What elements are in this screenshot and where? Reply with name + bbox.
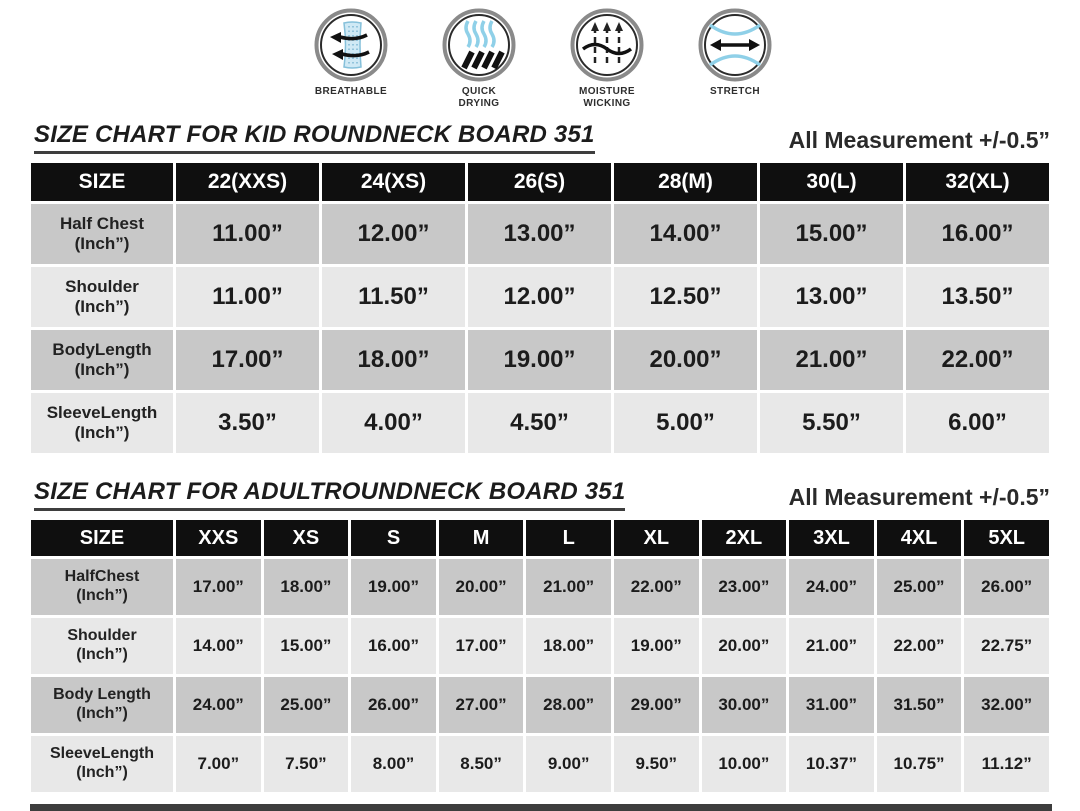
size-value-cell: 18.00” (264, 559, 349, 615)
size-value-cell: 4.00” (322, 393, 465, 453)
column-header: 2XL (702, 520, 787, 556)
quick-drying-icon (441, 7, 517, 83)
size-value-cell: 15.00” (760, 204, 903, 264)
row-label: SleeveLength (Inch”) (31, 393, 173, 453)
kid-size-chart-section (0, 121, 1080, 456)
size-value-cell: 9.50” (614, 736, 699, 792)
size-value-cell: 29.00” (614, 677, 699, 733)
column-header: 28(M) (614, 163, 757, 201)
table-row (31, 618, 1049, 674)
size-value-cell: 24.00” (789, 559, 874, 615)
size-value-cell: 20.00” (439, 559, 524, 615)
table-row (31, 559, 1049, 615)
adult-size-table (28, 517, 1052, 795)
size-value-cell: 31.00” (789, 677, 874, 733)
size-value-cell: 10.00” (702, 736, 787, 792)
kid-section-header (34, 121, 1050, 154)
size-value-cell: 10.75” (877, 736, 962, 792)
breathable-icon (313, 7, 389, 83)
size-value-cell: 15.00” (264, 618, 349, 674)
kid-size-chart-title: SIZE CHART FOR KID ROUNDNECK BOARD 351 (34, 121, 595, 154)
feature-breathable (306, 7, 396, 109)
table-row (31, 393, 1049, 453)
feature-label: QUICK DRYING (458, 86, 500, 109)
size-value-cell: 14.00” (176, 618, 261, 674)
size-value-cell: 5.50” (760, 393, 903, 453)
row-label: Shoulder (Inch”) (31, 618, 173, 674)
column-header: 26(S) (468, 163, 611, 201)
size-value-cell: 22.75” (964, 618, 1049, 674)
moisture-wicking-icon (569, 7, 645, 83)
column-header: 30(L) (760, 163, 903, 201)
size-value-cell: 32.00” (964, 677, 1049, 733)
size-value-cell: 3.50” (176, 393, 319, 453)
size-value-cell: 28.00” (526, 677, 611, 733)
row-label: HalfChest (Inch”) (31, 559, 173, 615)
cutoff-next-table-edge (30, 804, 1052, 811)
size-value-cell: 13.00” (760, 267, 903, 327)
feature-label: BREATHABLE (314, 86, 388, 97)
row-label: SleeveLength (Inch”) (31, 736, 173, 792)
size-corner-header: SIZE (31, 163, 173, 201)
size-value-cell: 21.00” (526, 559, 611, 615)
size-value-cell: 21.00” (789, 618, 874, 674)
feature-label: STRETCH (709, 86, 761, 97)
size-value-cell: 12.00” (468, 267, 611, 327)
size-value-cell: 19.00” (614, 618, 699, 674)
size-value-cell: 27.00” (439, 677, 524, 733)
table-row (31, 736, 1049, 792)
size-value-cell: 11.00” (176, 267, 319, 327)
size-value-cell: 17.00” (176, 330, 319, 390)
size-value-cell: 13.00” (468, 204, 611, 264)
size-value-cell: 22.00” (906, 330, 1049, 390)
size-value-cell: 11.12” (964, 736, 1049, 792)
column-header: 4XL (877, 520, 962, 556)
adult-size-chart-section (0, 478, 1080, 795)
table-row (31, 677, 1049, 733)
row-label: BodyLength (Inch”) (31, 330, 173, 390)
size-value-cell: 16.00” (351, 618, 436, 674)
feature-moisture-wicking (562, 7, 652, 109)
row-label: Shoulder (Inch”) (31, 267, 173, 327)
size-value-cell: 25.00” (877, 559, 962, 615)
table-row (31, 267, 1049, 327)
column-header: 22(XXS) (176, 163, 319, 201)
table-header-row (31, 520, 1049, 556)
size-value-cell: 12.00” (322, 204, 465, 264)
row-label: Half Chest (Inch”) (31, 204, 173, 264)
size-value-cell: 23.00” (702, 559, 787, 615)
column-header: S (351, 520, 436, 556)
size-value-cell: 19.00” (468, 330, 611, 390)
measurement-tolerance-note: All Measurement +/-0.5” (788, 127, 1050, 153)
size-value-cell: 25.00” (264, 677, 349, 733)
stretch-icon (697, 7, 773, 83)
feature-label: MOISTURE WICKING (579, 86, 635, 109)
column-header: M (439, 520, 524, 556)
size-corner-header: SIZE (31, 520, 173, 556)
column-header: 3XL (789, 520, 874, 556)
size-value-cell: 11.50” (322, 267, 465, 327)
feature-stretch (690, 7, 780, 109)
size-value-cell: 17.00” (176, 559, 261, 615)
size-value-cell: 13.50” (906, 267, 1049, 327)
measurement-tolerance-note: All Measurement +/-0.5” (788, 484, 1050, 510)
size-value-cell: 4.50” (468, 393, 611, 453)
size-value-cell: 7.00” (176, 736, 261, 792)
size-value-cell: 7.50” (264, 736, 349, 792)
size-value-cell: 12.50” (614, 267, 757, 327)
size-value-cell: 26.00” (351, 677, 436, 733)
table-row (31, 330, 1049, 390)
size-value-cell: 30.00” (702, 677, 787, 733)
feature-quick-drying (434, 7, 524, 109)
size-value-cell: 8.50” (439, 736, 524, 792)
size-value-cell: 22.00” (614, 559, 699, 615)
size-value-cell: 31.50” (877, 677, 962, 733)
size-value-cell: 5.00” (614, 393, 757, 453)
size-value-cell: 14.00” (614, 204, 757, 264)
size-value-cell: 17.00” (439, 618, 524, 674)
table-header-row (31, 163, 1049, 201)
kid-size-table (28, 160, 1052, 456)
column-header: 5XL (964, 520, 1049, 556)
column-header: L (526, 520, 611, 556)
column-header: 32(XL) (906, 163, 1049, 201)
column-header: 24(XS) (322, 163, 465, 201)
size-value-cell: 26.00” (964, 559, 1049, 615)
adult-section-header (34, 478, 1050, 511)
adult-size-chart-title: SIZE CHART FOR ADULTROUNDNECK BOARD 351 (34, 478, 625, 511)
row-label: Body Length (Inch”) (31, 677, 173, 733)
size-value-cell: 24.00” (176, 677, 261, 733)
size-value-cell: 16.00” (906, 204, 1049, 264)
size-value-cell: 22.00” (877, 618, 962, 674)
size-value-cell: 18.00” (322, 330, 465, 390)
size-value-cell: 18.00” (526, 618, 611, 674)
size-value-cell: 19.00” (351, 559, 436, 615)
size-value-cell: 6.00” (906, 393, 1049, 453)
column-header: XS (264, 520, 349, 556)
size-value-cell: 21.00” (760, 330, 903, 390)
size-value-cell: 8.00” (351, 736, 436, 792)
column-header: XXS (176, 520, 261, 556)
size-value-cell: 11.00” (176, 204, 319, 264)
column-header: XL (614, 520, 699, 556)
size-value-cell: 9.00” (526, 736, 611, 792)
table-row (31, 204, 1049, 264)
fabric-features-row (306, 0, 1080, 109)
size-value-cell: 20.00” (702, 618, 787, 674)
size-value-cell: 10.37” (789, 736, 874, 792)
size-value-cell: 20.00” (614, 330, 757, 390)
